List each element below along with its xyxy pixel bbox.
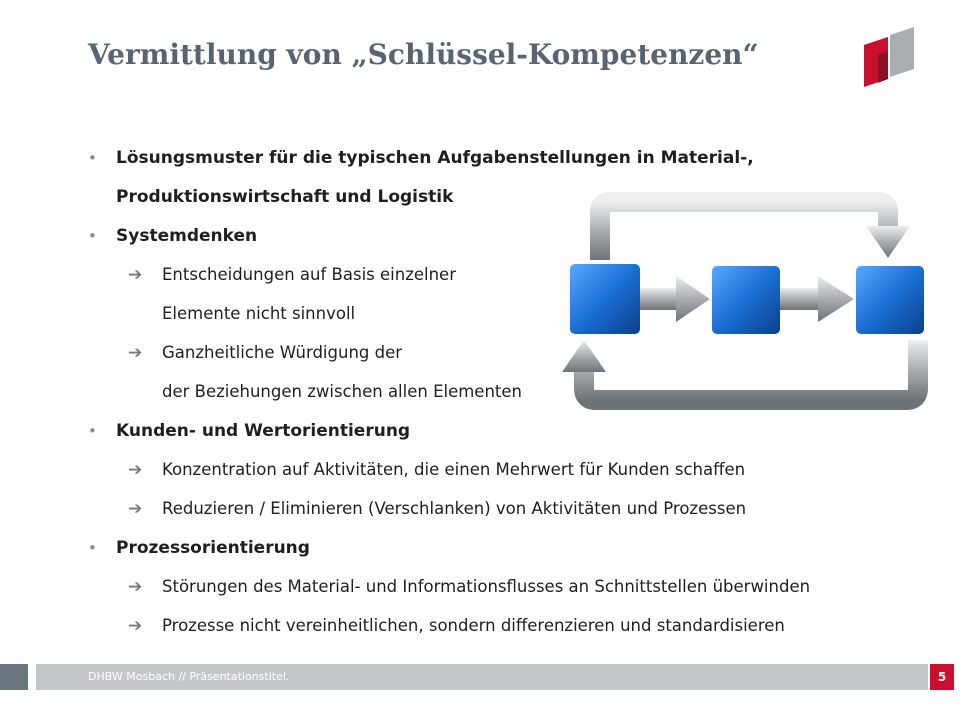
bullet-item xyxy=(88,142,908,181)
bullet-text: Kunden- und Wertorientierung xyxy=(116,421,411,441)
bullet-dot-icon: • xyxy=(88,227,97,245)
sub-bullet-item xyxy=(88,493,908,532)
arrow-right-icon: ➔ xyxy=(128,577,143,597)
bullet-text: Entscheidungen auf Basis einzelner xyxy=(162,265,456,284)
bullet-text: Systemdenken xyxy=(116,226,258,246)
footer-text: DHBW Mosbach // Präsentationstitel. xyxy=(88,670,290,683)
footer-accent-block xyxy=(0,664,28,690)
arrow-right-icon: ➔ xyxy=(128,499,143,519)
bullet-text: Konzentration auf Aktivitäten, die einen Mehrwert für Kunden schaffen xyxy=(162,460,746,479)
sub-bullet-item xyxy=(88,610,908,649)
bullet-text: Lösungsmuster für die typischen Aufgabenstellungen in Material-, xyxy=(116,148,754,168)
bullet-dot-icon: • xyxy=(88,539,97,557)
bullet-text: Störungen des Material- und Informationsflusses an Schnittstellen überwinden xyxy=(162,577,811,596)
arrow-right-icon: ➔ xyxy=(128,343,143,363)
page-number: 5 xyxy=(930,664,954,690)
sub-bullet-item xyxy=(88,571,908,610)
bullet-text: der Beziehungen zwischen allen Elementen xyxy=(162,382,522,401)
dhbw-logo xyxy=(860,25,920,91)
bullet-text: Reduzieren / Eliminieren (Verschlanken) von Aktivitäten und Prozessen xyxy=(162,499,747,518)
arrow-right-icon: ➔ xyxy=(128,460,143,480)
bullet-dot-icon: • xyxy=(88,149,97,167)
bullet-text: Prozesse nicht vereinheitlichen, sondern differenzieren und standardisieren xyxy=(162,616,785,635)
bullet-text: Ganzheitliche Würdigung der xyxy=(162,343,403,362)
bullet-item xyxy=(88,532,908,571)
arrow-right-icon: ➔ xyxy=(128,616,143,636)
bullet-text: Elemente nicht sinnvoll xyxy=(162,304,356,323)
bullet-text: Prozessorientierung xyxy=(116,538,310,558)
process-cycle-diagram xyxy=(548,190,960,425)
bullet-dot-icon: • xyxy=(88,422,97,440)
sub-bullet-item xyxy=(88,454,908,493)
arrow-right-icon: ➔ xyxy=(128,265,143,285)
slide-title: Vermittlung von „Schlüssel-Kompetenzen“ xyxy=(88,38,759,71)
bullet-text: Produktionswirtschaft und Logistik xyxy=(116,187,454,207)
